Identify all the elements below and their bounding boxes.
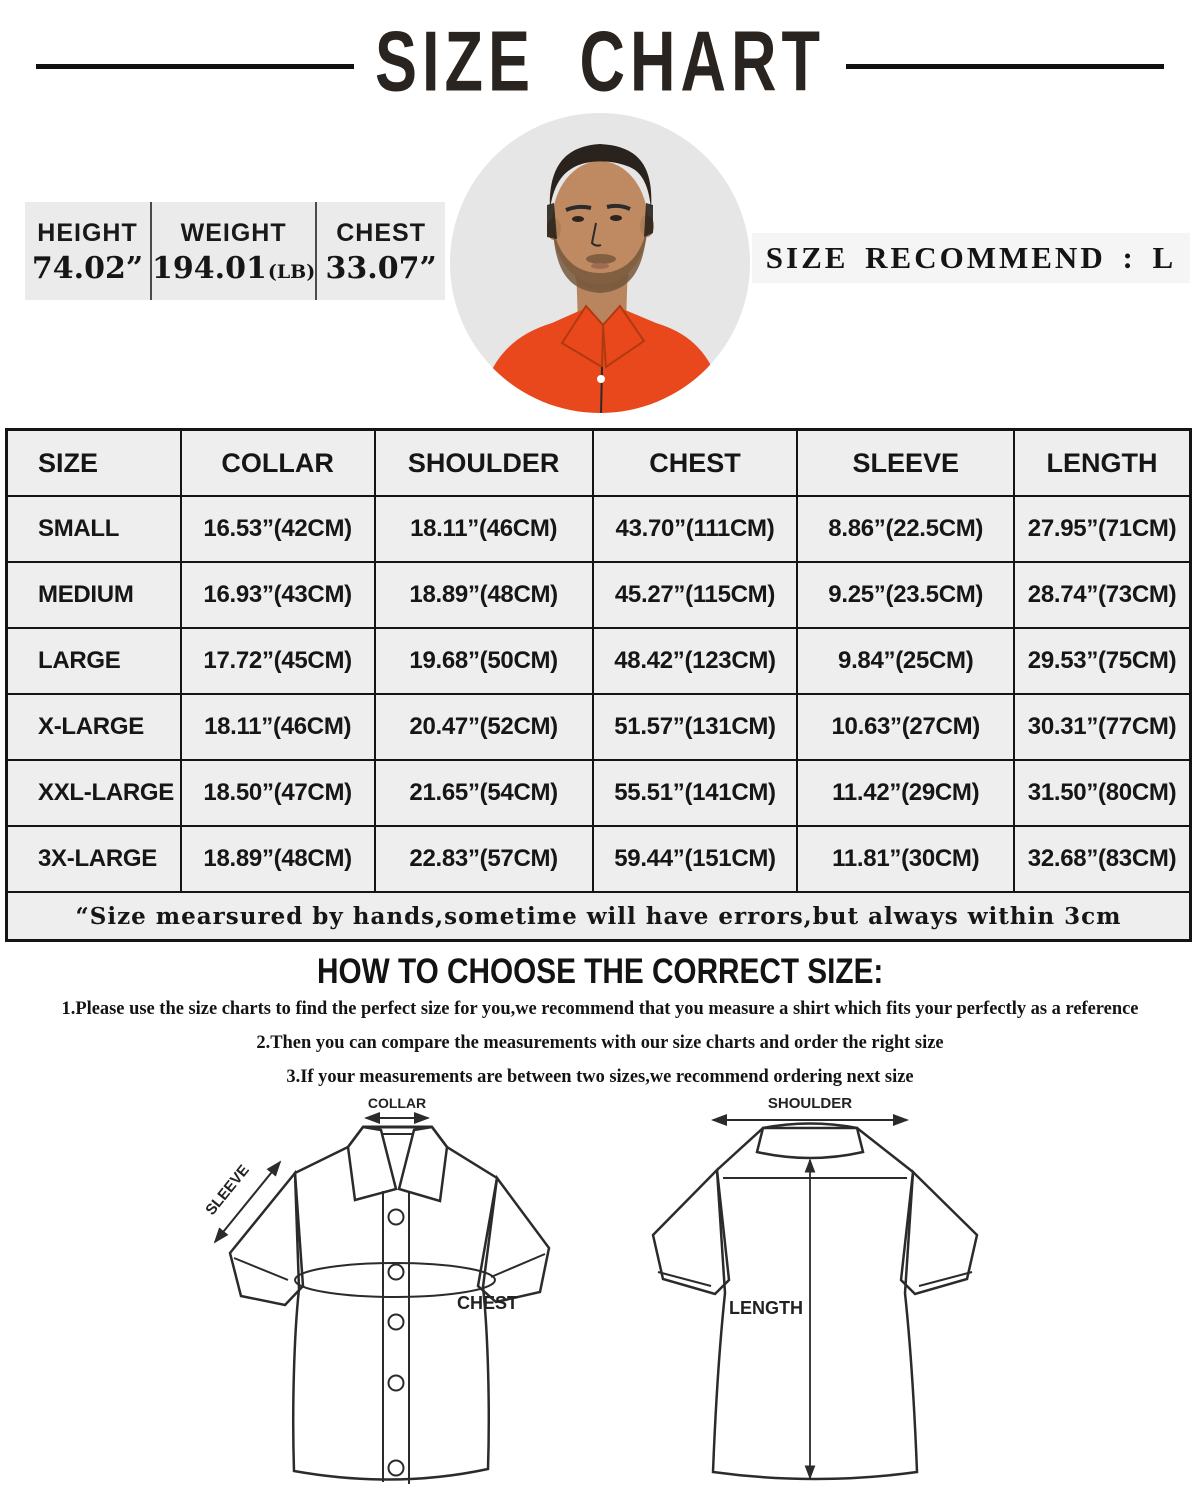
measurement-cell: 19.68”(50CM) <box>375 628 593 694</box>
measurement-cell: 10.63”(27CM) <box>797 694 1014 760</box>
measurement-cell: 18.89”(48CM) <box>375 562 593 628</box>
column-header: COLLAR <box>181 430 375 497</box>
size-recommend-banner <box>752 233 1190 283</box>
stat-chest <box>317 202 445 300</box>
size-name-cell: X-LARGE <box>7 694 181 760</box>
column-header: LENGTH <box>1014 430 1190 497</box>
measurement-cell: 20.47”(52CM) <box>375 694 593 760</box>
measurement-cell: 9.84”(25CM) <box>797 628 1014 694</box>
measurement-cell: 43.70”(111CM) <box>593 496 798 562</box>
stat-value: 74.02” <box>31 250 144 286</box>
model-photo <box>450 113 750 413</box>
stat-value: 33.07” <box>325 250 437 286</box>
page-title: SIZE CHART <box>375 14 825 110</box>
measurement-cell: 11.42”(29CM) <box>797 760 1014 826</box>
measurement-cell: 31.50”(80CM) <box>1014 760 1190 826</box>
table-row <box>7 496 1191 562</box>
collar-label: COLLAR <box>367 1095 427 1111</box>
column-header: SHOULDER <box>375 430 593 497</box>
column-header: CHEST <box>593 430 798 497</box>
shoulder-label: SHOULDER <box>767 1095 853 1112</box>
size-recommend-text: SIZE RECOMMEND : L <box>765 240 1177 275</box>
header-row <box>7 430 1191 497</box>
chest-label: CHEST <box>457 1293 519 1313</box>
measurement-cell: 51.57”(131CM) <box>593 694 798 760</box>
column-header: SIZE <box>7 430 181 497</box>
howto-heading: HOW TO CHOOSE THE CORRECT SIZE: <box>316 952 884 991</box>
measurement-cell: 55.51”(141CM) <box>593 760 798 826</box>
shirt-front-diagram <box>185 1090 590 1500</box>
shirt-back-diagram <box>645 1090 1045 1500</box>
size-table-head <box>7 430 1191 497</box>
measurement-cell: 11.81”(30CM) <box>797 826 1014 892</box>
measurement-cell: 30.31”(77CM) <box>1014 694 1190 760</box>
stat-weight <box>150 202 317 300</box>
table-row <box>7 760 1191 826</box>
measurement-cell: 18.11”(46CM) <box>375 496 593 562</box>
table-note: “Size mearsured by hands,sometime will have errors,but always within 3cm <box>7 892 1191 941</box>
measurement-cell: 45.27”(115CM) <box>593 562 798 628</box>
measurement-cell: 28.74”(73CM) <box>1014 562 1190 628</box>
sleeve-label: SLEEVE <box>202 1161 253 1219</box>
size-name-cell: XXL-LARGE <box>7 760 181 826</box>
howto-step: 3.If your measurements are between two sizes,we recommend ordering next size <box>286 1066 914 1087</box>
measurement-cell: 22.83”(57CM) <box>375 826 593 892</box>
column-header: SLEEVE <box>797 430 1014 497</box>
howto-step: 2.Then you can compare the measurements with our size charts and order the right size <box>256 1032 944 1053</box>
measurement-cell: 9.25”(23.5CM) <box>797 562 1014 628</box>
length-label: LENGTH <box>729 1298 803 1318</box>
portrait-illustration <box>450 113 750 413</box>
stat-height <box>25 202 150 300</box>
table-note-row <box>7 892 1191 941</box>
stat-label: CHEST <box>336 218 426 247</box>
table-row <box>7 694 1191 760</box>
size-name-cell: LARGE <box>7 628 181 694</box>
measurement-cell: 16.93”(43CM) <box>181 562 375 628</box>
title-divider-right <box>846 64 1164 69</box>
size-table <box>5 428 1192 942</box>
measurement-cell: 59.44”(151CM) <box>593 826 798 892</box>
size-name-cell: SMALL <box>7 496 181 562</box>
table-row <box>7 562 1191 628</box>
table-row <box>7 628 1191 694</box>
measurement-cell: 18.11”(46CM) <box>181 694 375 760</box>
model-stats <box>25 202 445 300</box>
size-name-cell: MEDIUM <box>7 562 181 628</box>
size-table-body <box>7 496 1191 941</box>
measurement-cell: 17.72”(45CM) <box>181 628 375 694</box>
size-name-cell: 3X-LARGE <box>7 826 181 892</box>
howto-steps <box>0 998 1200 1100</box>
measurement-cell: 48.42”(123CM) <box>593 628 798 694</box>
measurement-cell: 18.89”(48CM) <box>181 826 375 892</box>
table-row <box>7 826 1191 892</box>
stat-unit: (LB) <box>267 260 316 283</box>
measurement-cell: 8.86”(22.5CM) <box>797 496 1014 562</box>
measurement-cell: 18.50”(47CM) <box>181 760 375 826</box>
measurement-cell: 27.95”(71CM) <box>1014 496 1190 562</box>
stat-label: WEIGHT <box>180 218 287 247</box>
measurement-cell: 16.53”(42CM) <box>181 496 375 562</box>
measurement-cell: 29.53”(75CM) <box>1014 628 1190 694</box>
stat-label: HEIGHT <box>37 218 138 247</box>
howto-step: 1.Please use the size charts to find the perfect size for you,we recommend that you measure a shirt which fits your perfectly as a reference <box>61 998 1139 1019</box>
stat-value: 194.01 <box>152 250 267 286</box>
measurement-cell: 21.65”(54CM) <box>375 760 593 826</box>
measurement-cell: 32.68”(83CM) <box>1014 826 1190 892</box>
